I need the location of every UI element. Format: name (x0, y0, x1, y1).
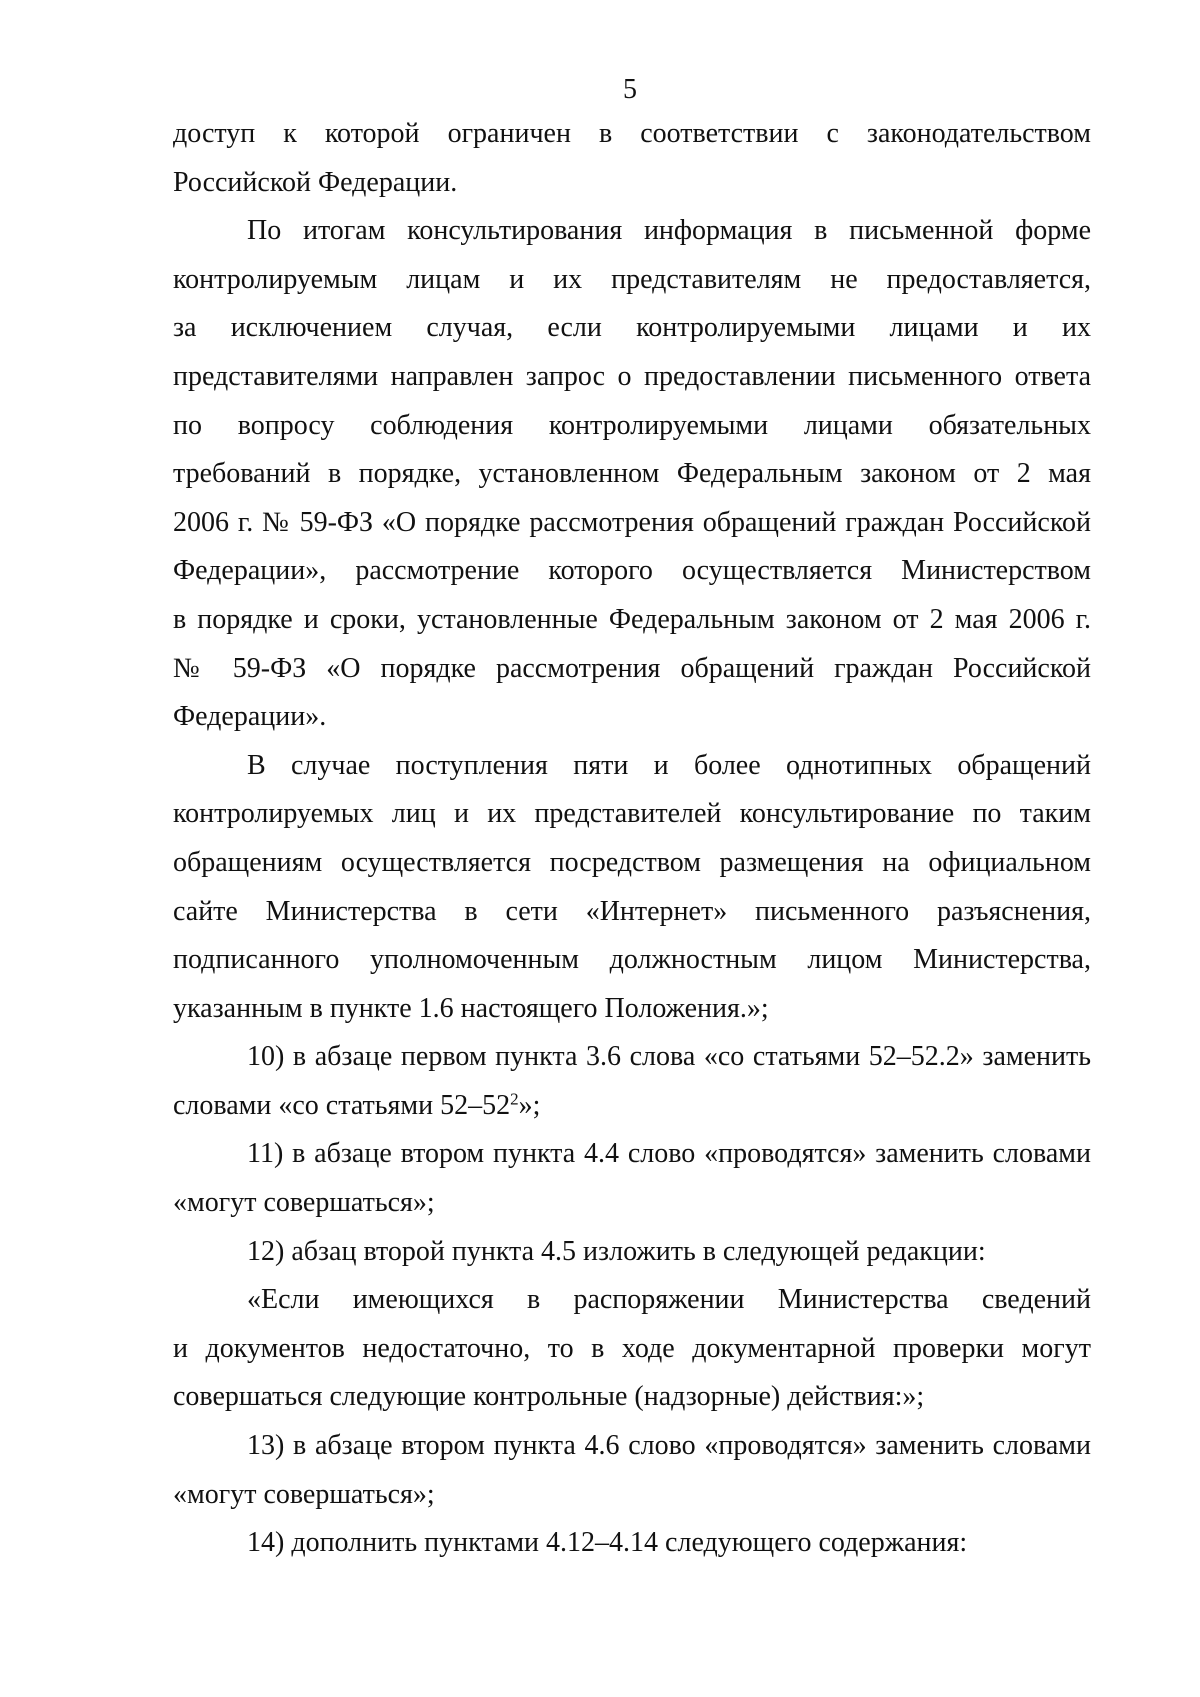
text-fragment: »; (518, 1089, 541, 1121)
page-number: 5 (623, 74, 637, 105)
text-line: контролируемым лицам и их представителям не предоставляется, (173, 263, 1091, 295)
text-line: сайте Министерства в сети «Интернет» письменного разъяснения, (173, 895, 1091, 927)
paragraph-bulk-requests (173, 742, 1091, 1034)
text-line: по вопросу соблюдения контролируемыми лицами обязательных (173, 409, 1091, 441)
text-line: указанным в пункте 1.6 настоящего Положения.»; (173, 992, 769, 1024)
text-line: № 59-ФЗ «О порядке рассмотрения обращений граждан Российской (173, 652, 1091, 684)
text-line: обращениям осуществляется посредством размещения на официальном (173, 846, 1091, 878)
superscript: 2 (510, 1089, 519, 1109)
text-line: за исключением случая, если контролируемыми лицами и их (173, 312, 1091, 344)
list-item-10 (173, 1033, 1091, 1130)
text-line: 11) в абзаце втором пункта 4.4 слово «проводятся» заменить словами (247, 1138, 1091, 1170)
list-item-11 (173, 1130, 1091, 1227)
text-line: доступ к которой ограничен в соответствии с законодательством (173, 118, 1091, 149)
text-line: Федерации». (173, 701, 327, 733)
document-body (173, 110, 1091, 1568)
text-line-with-superscript (173, 1082, 1091, 1131)
text-line: подписанного уполномоченным должностным лицом Министерства, (173, 944, 1091, 976)
text-line: 12) абзац второй пункта 4.5 изложить в следующей редакции: (247, 1235, 986, 1267)
paragraph-continuation (173, 110, 1091, 207)
text-line: в порядке и сроки, установленные Федеральным законом от 2 мая 2006 г. (173, 603, 1091, 635)
text-line: требований в порядке, установленном Федеральным законом от 2 мая (173, 458, 1091, 490)
quoted-amendment (173, 1276, 1091, 1422)
text-line: «Если имеющихся в распоряжении Министерства сведений (247, 1284, 1091, 1316)
text-line: По итогам консультирования информация в письменной форме (247, 215, 1091, 247)
text-line: В случае поступления пяти и более однотипных обращений (247, 749, 1091, 781)
text-line: Федерации», рассмотрение которого осуществляется Министерством (173, 555, 1091, 587)
text-line: контролируемых лиц и их представителей консультирование по таким (173, 798, 1091, 830)
text-line: 2006 г. № 59-ФЗ «О порядке рассмотрения обращений граждан Российской (173, 506, 1091, 538)
list-item-13 (173, 1422, 1091, 1519)
text-line: и документов недостаточно, то в ходе документарной проверки могут (173, 1332, 1091, 1364)
text-line: 14) дополнить пунктами 4.12–4.14 следующего содержания: (247, 1527, 968, 1559)
list-item-14 (173, 1519, 1091, 1568)
text-line: совершаться следующие контрольные (надзорные) действия:»; (173, 1381, 925, 1413)
text-fragment: словами «со статьями 52–52 (173, 1089, 511, 1121)
paragraph-consultation-result (173, 207, 1091, 742)
text-line: представителями направлен запрос о предоставлении письменного ответа (173, 360, 1091, 392)
text-line: «могут совершаться»; (173, 1187, 435, 1219)
text-line: 13) в абзаце втором пункта 4.6 слово «проводятся» заменить словами (247, 1430, 1091, 1462)
text-line: «могут совершаться»; (173, 1478, 435, 1510)
list-item-12 (173, 1228, 1091, 1277)
text-line: Российской Федерации. (173, 166, 458, 198)
text-line: 10) в абзаце первом пункта 3.6 слова «со статьями 52–52.2» заменить (247, 1041, 1091, 1073)
